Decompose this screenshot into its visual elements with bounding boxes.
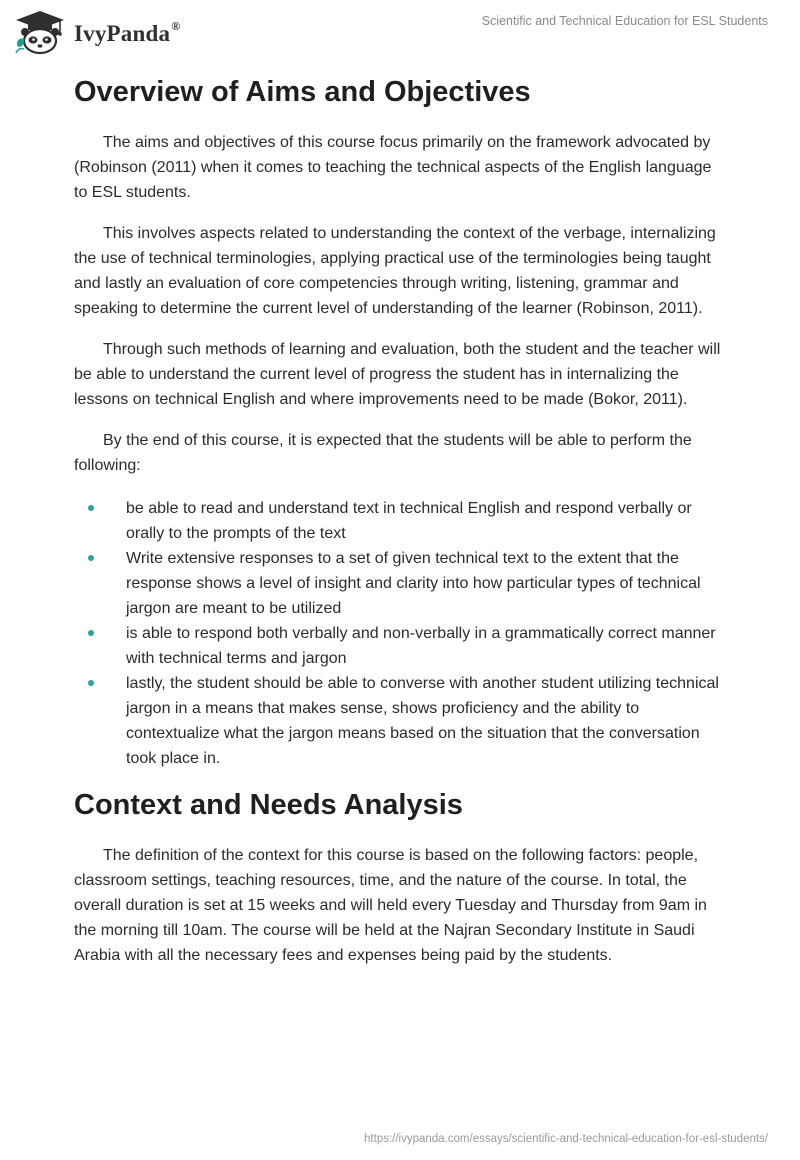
logo-wordmark [74,21,180,47]
objectives-list [74,496,724,771]
list-item-text: lastly, the student should be able to converse with another student utilizing technical jargon in a means that makes sense, shows proficiency and the ability to contextualize what the jargon means based on the situation that the conversation took place in. [126,675,719,767]
bullet-icon [88,680,94,686]
paragraph: Through such methods of learning and evaluation, both the student and the teacher will be able to understand the current level of progress the student has in internalizing the lessons on technical English and where improvements need to be made (Bokor, 2011). [74,341,721,408]
list-item-text: is able to respond both verbally and non-verbally in a grammatically correct manner with technical terms and jargon [126,625,716,667]
page-header [0,0,800,70]
panda-graduation-icon [14,9,66,55]
section-heading-aims: Overview of Aims and Objectives [74,76,531,108]
list-item [74,546,724,621]
list-item-text: be able to read and understand text in technical English and respond verbally or orally to the prompts of the text [126,500,692,542]
logo-text: IvyPanda [74,21,171,46]
bullet-icon [88,630,94,636]
paragraph: This involves aspects related to understanding the context of the verbage, internalizing the use of technical terminologies, applying practical use of the terminologies being taught and lastly an evaluation of core competencies through writing, listening, grammar and speaking to determine the current level of understanding of the learner (Robinson, 2011). [74,225,716,317]
paragraph: The definition of the context for this course is based on the following factors: people, classroom settings, teaching resources, time, and the nature of the course. In total, the overall duration is set at 15 weeks and will held every Tuesday and Thursday from 9am in the morning till 10am. The course will be held at the Najran Secondary Institute in Saudi Arabia with all the necessary fees and expenses being paid by the students. [74,847,707,964]
ivypanda-logo[interactable] [14,8,180,56]
list-item [74,671,724,771]
bullet-icon [88,505,94,511]
list-item [74,496,724,546]
bullet-icon [88,555,94,561]
section-heading-context: Context and Needs Analysis [74,789,463,821]
list-item-text: Write extensive responses to a set of given technical text to the extent that the response shows a level of insight and clarity into how particular types of technical jargon are meant to be utilized [126,550,701,617]
footer-url[interactable]: https://ivypanda.com/essays/scientific-and-technical-education-for-esl-students/ [364,1133,768,1145]
list-item [74,621,724,671]
essay-content [74,72,724,984]
paragraph: By the end of this course, it is expected that the students will be able to perform the following: [74,432,692,474]
registered-mark: ® [171,19,181,33]
paragraph: The aims and objectives of this course focus primarily on the framework advocated by (Robinson (2011) when it comes to teaching the technical aspects of the English language to ESL students. [74,134,712,201]
running-title: Scientific and Technical Education for ESL Students [481,14,768,28]
